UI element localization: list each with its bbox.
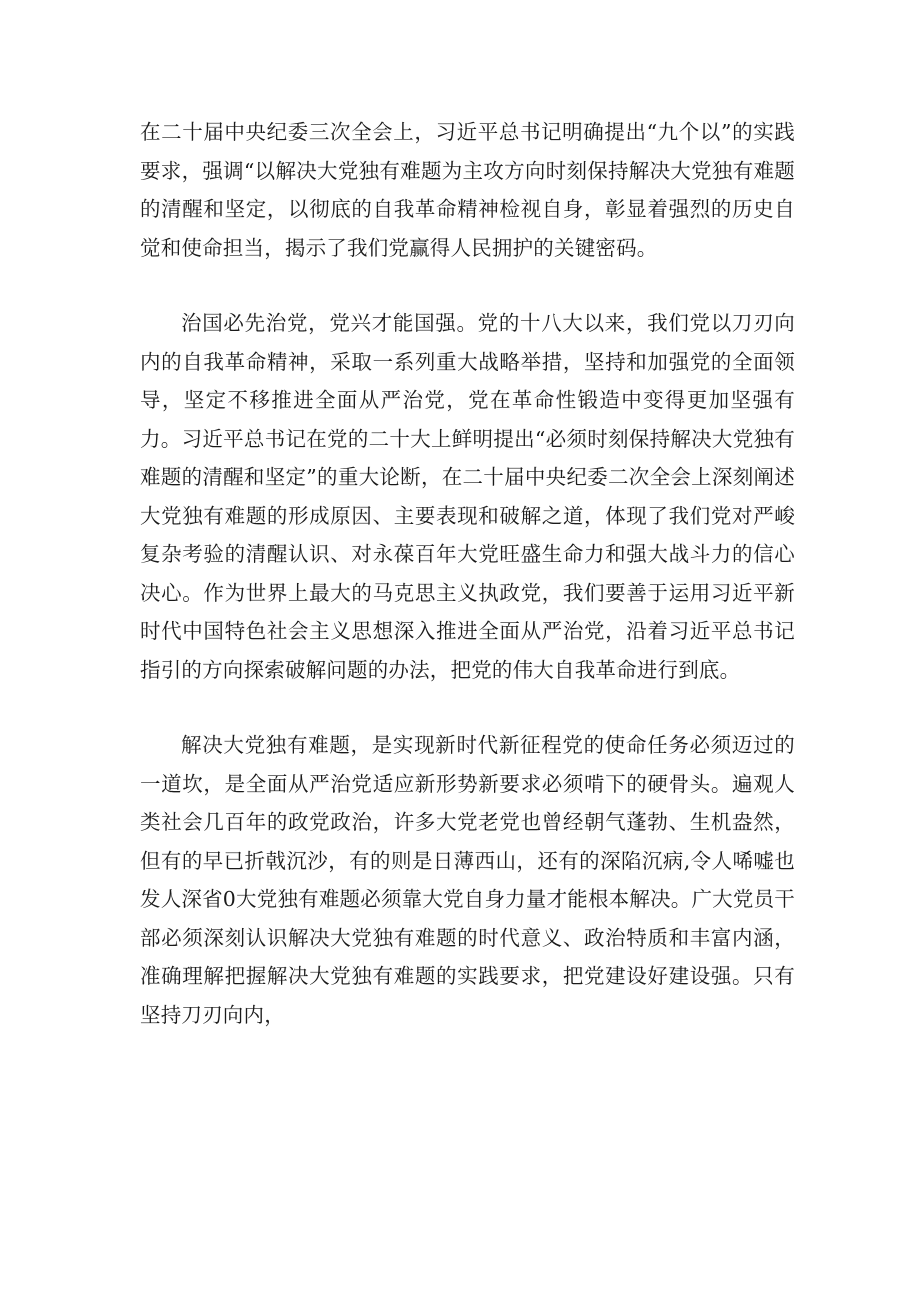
document-body <box>140 113 795 1034</box>
paragraph-3: 解决大党独有难题，是实现新时代新征程党的使命任务必须迈过的一道坎，是全面从严治党适应新形势新要求必须啃下的硬骨头。遍观人类社会几百年的政党政治，许多大党老党也曾经朝气蓬勃、生机盎然，但有的早已折戟沉沙，有的则是日薄西山，还有的深陷沉病,令人唏嘘也发人深省0大党独有难题必须靠大党自身力量才能根本解决。广大党员干部必须深刻认识解决大党独有难题的时代意义、政治特质和丰富内涵，准确理解把握解决大党独有难题的实践要求，把党建设好建设强。只有坚持刀刃向内， <box>140 733 795 1027</box>
paragraph-1: 在二十届中央纪委三次全会上，习近平总书记明确提出“九个以”的实践要求，强调“以解决大党独有难题为主攻方向时刻保持解决大党独有难题的清醒和坚定，以彻底的自我革命精神检视自身，彰显着强烈的历史自觉和使命担当，揭示了我们党赢得人民拥护的关键密码。 <box>140 120 795 260</box>
paragraph-2: 治国必先治党，党兴才能国强。党的十八大以来，我们党以刀刃向内的自我革命精神，采取一系列重大战略举措，坚持和加强党的全面领导，坚定不移推进全面从严治党，党在革命性锻造中变得更加坚强有力。习近平总书记在党的二十大上鲜明提出“必须时刻保持解决大党独有难题的清醒和坚定”的重大论断，在二十届中央纪委二次全会上深刻阐述大党独有难题的形成原因、主要表现和破解之道，体现了我们党对严峻复杂考验的清醒认识、对永葆百年大党旺盛生命力和强大战斗力的信心决心。作为世界上最大的马克思主义执政党，我们要善于运用习近平新时代中国特色社会主义思想深入推进全面从严治党，沿着习近平总书记指引的方向探索破解问题的办法，把党的伟大自我革命进行到底。 <box>140 311 795 682</box>
